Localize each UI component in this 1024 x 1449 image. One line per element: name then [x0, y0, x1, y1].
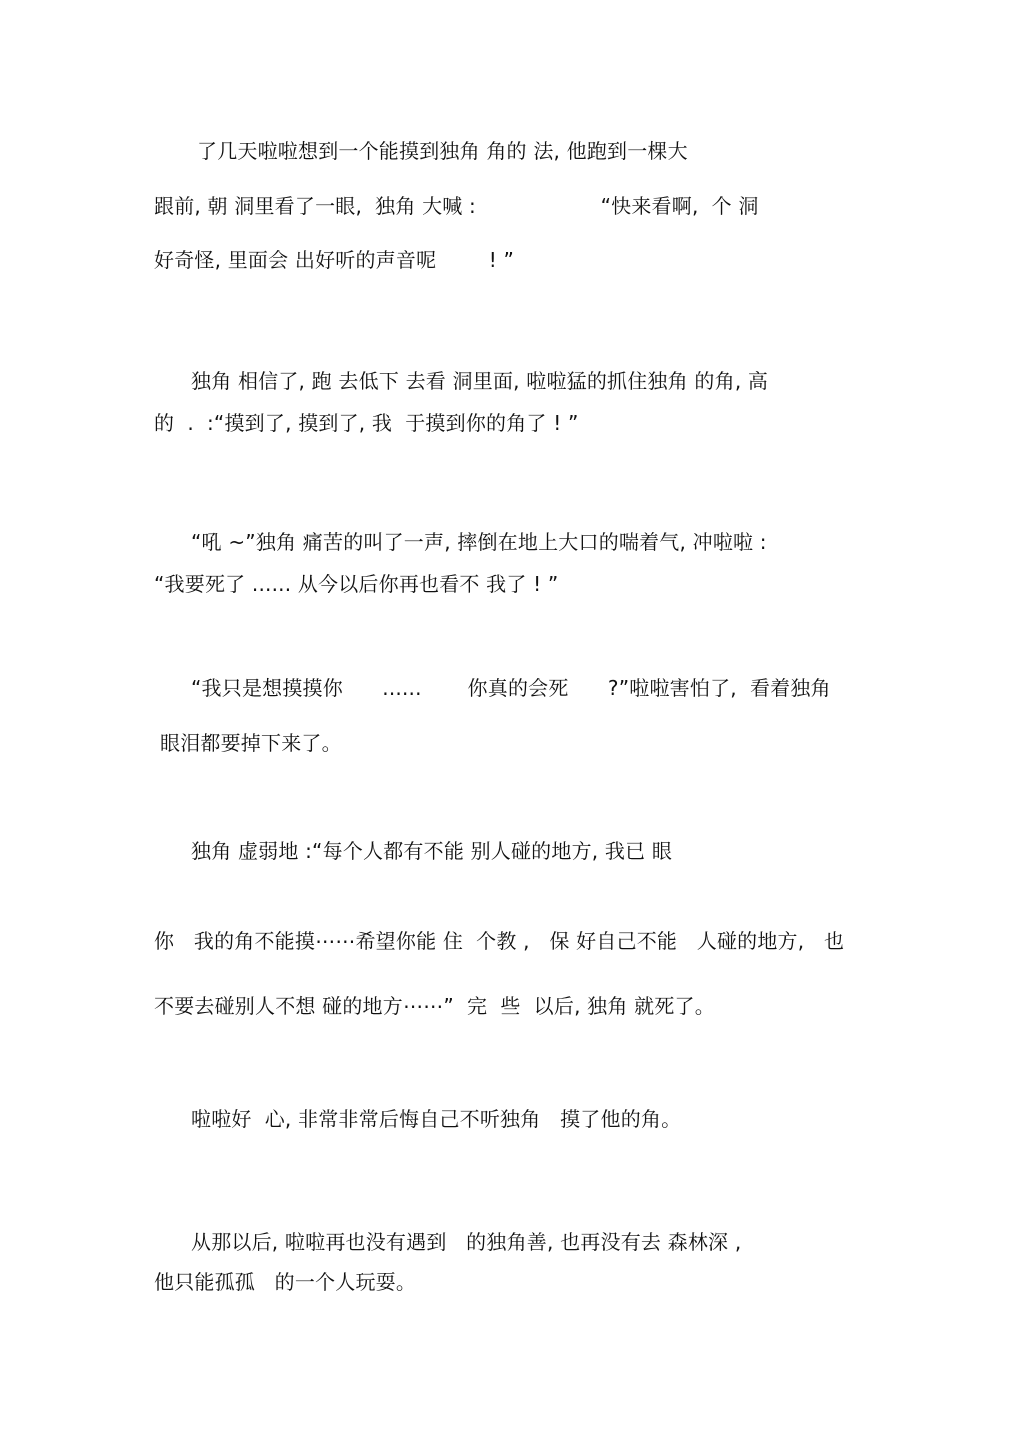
paragraph-6-line-1: 啦啦好 心, 非常非常后悔自己不听独角 摸了他的角。: [191, 1107, 682, 1131]
paragraph-2-line-1: 独角 相信了, 跑 去低下 去看 洞里面, 啦啦猛的抓住独角 的角, 高: [191, 369, 769, 393]
paragraph-5-line-2: 你 我的角不能摸⋯⋯希望你能 住 个教 , 保 好自己不能 人碰的地方, 也: [154, 929, 845, 953]
paragraph-3-line-2: “我要死了 ...... 从今以后你再也看不 我了 ! ”: [154, 572, 559, 596]
paragraph-4-line-1: “我只是想摸摸你 ...... 你真的会死 ?”啦啦害怕了, 看着独角: [191, 676, 831, 700]
paragraph-1-line-2: 跟前, 朝 洞里看了一眼, 独角 大喊 : “快来看啊, 个 洞: [154, 194, 759, 218]
paragraph-2-line-2: 的 . :“摸到了, 摸到了, 我 于摸到你的角了 ! ”: [154, 411, 579, 435]
paragraph-5-line-1: 独角 虚弱地 :“每个人都有不能 别人碰的地方, 我已 眼: [191, 839, 673, 863]
paragraph-7-line-2: 他只能孤孤 的一个人玩耍。: [154, 1270, 417, 1294]
paragraph-3-line-1: “吼 ~”独角 痛苦的叫了一声, 摔倒在地上大口的喘着气, 冲啦啦 :: [191, 530, 767, 554]
paragraph-5-line-3: 不要去碰别人不想 碰的地方⋯⋯” 完 些 以后, 独角 就死了。: [154, 994, 715, 1018]
paragraph-4-line-2: 眼泪都要掉下来了。: [160, 731, 342, 755]
paragraph-7-line-1: 从那以后, 啦啦再也没有遇到 的独角善, 也再没有去 森林深 ,: [191, 1230, 742, 1254]
paragraph-1-line-1: 了几天啦啦想到一个能摸到独角 角的 法, 他跑到一棵大: [197, 139, 688, 163]
paragraph-1-line-3: 好奇怪, 里面会 出好听的声音呢 ! ”: [154, 248, 515, 272]
